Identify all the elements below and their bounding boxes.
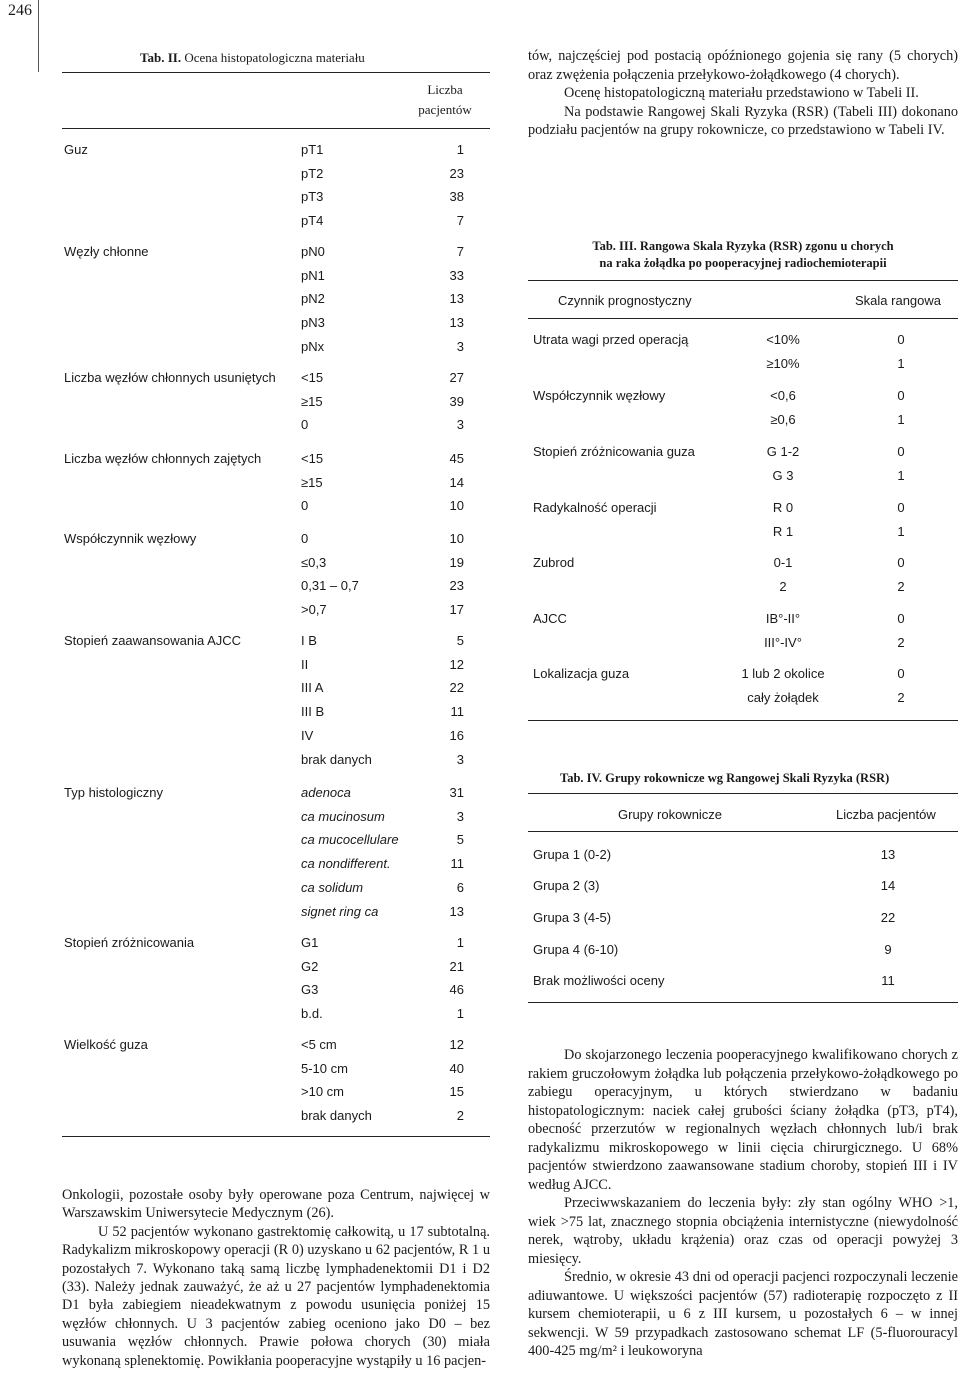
table-row <box>64 531 464 554</box>
row-label: Grupa 1 (0-2) <box>533 847 612 862</box>
row-label: Grupa 2 (3) <box>533 878 600 893</box>
row-count: 22 <box>449 680 464 696</box>
row-label: Radykalność operacji <box>533 500 657 515</box>
row-count: 15 <box>449 1084 464 1100</box>
row-category: pNx <box>301 338 325 354</box>
row-category: ≤0,3 <box>301 554 327 570</box>
table-row <box>533 388 953 412</box>
table-row <box>64 602 464 625</box>
table-row <box>64 809 464 832</box>
row-label: Współczynnik węzłowy <box>533 388 666 403</box>
table-row <box>533 579 953 603</box>
table-row <box>533 524 953 548</box>
right-bottom-text <box>528 1046 958 1361</box>
row-category: III A <box>301 680 324 696</box>
table2-header <box>400 80 490 120</box>
table-row <box>64 752 464 775</box>
table-row <box>64 142 464 165</box>
table2-title-prefix: Tab. II. <box>140 50 182 65</box>
row-count: 11 <box>881 973 895 988</box>
row-category: 0 <box>301 531 309 546</box>
row-count: 17 <box>449 602 464 618</box>
row-label: Liczba węzłów chłonnych usuniętych <box>64 370 276 385</box>
row-count: 2 <box>456 1108 464 1124</box>
table-row <box>533 878 953 902</box>
row-category: <10% <box>766 332 800 347</box>
table4-head-rule <box>528 831 958 832</box>
row-count: 3 <box>456 417 464 433</box>
table-row <box>64 291 464 314</box>
row-label: Utrata wagi przed operacją <box>533 332 689 347</box>
table-row <box>64 1061 464 1084</box>
table-row <box>64 982 464 1005</box>
row-label: Zubrod <box>533 555 575 570</box>
row-score: 1 <box>897 467 905 483</box>
row-label: Liczba węzłów chłonnych zajętych <box>64 451 262 466</box>
row-count: 3 <box>456 338 464 354</box>
row-category: >0,7 <box>301 602 327 618</box>
paragraph: tów, najczęściej pod postacią opóźnionego gojenia się rany (5 chorych) oraz zwężenia połączenia przełykowo-żołądkowego (4 chorych). <box>528 48 958 83</box>
row-label: Guz <box>64 142 88 157</box>
table2-head-rule <box>62 128 490 129</box>
row-count: 5 <box>456 633 464 648</box>
table-row <box>533 942 953 966</box>
row-count: 13 <box>880 847 896 862</box>
row-count: 31 <box>449 785 464 800</box>
table-row <box>64 268 464 291</box>
table-row <box>533 847 953 871</box>
table2-head-line1: Liczba <box>427 82 463 97</box>
row-score: 1 <box>897 355 905 371</box>
table-row <box>64 578 464 601</box>
row-score: 0 <box>897 611 905 626</box>
row-category: ca solidum <box>301 879 364 895</box>
row-count: 12 <box>449 656 464 672</box>
row-count: 27 <box>449 370 464 385</box>
table-row <box>64 880 464 903</box>
paragraph: Onkologii, pozostałe osoby były operowane poza Centrum, najwięcej w Warszawskim Uniwersytecie Medycznym (26). <box>62 1187 490 1222</box>
table-row <box>533 500 953 524</box>
row-count: 39 <box>449 393 464 409</box>
row-category: 0 <box>301 417 309 433</box>
row-count: 14 <box>880 878 896 893</box>
row-score: 1 <box>897 523 905 539</box>
row-count: 10 <box>449 531 464 546</box>
row-category: <5 cm <box>301 1037 337 1052</box>
table-row <box>64 498 464 521</box>
table-row <box>64 856 464 879</box>
table-row <box>64 1006 464 1029</box>
table4-bottom-rule <box>528 1002 958 1003</box>
row-score: 2 <box>897 634 905 650</box>
table-row <box>64 785 464 808</box>
row-count: 45 <box>449 451 464 466</box>
table-row <box>64 728 464 751</box>
row-count: 33 <box>449 267 464 283</box>
row-category: pT2 <box>301 165 324 181</box>
paragraph: Na podstawie Rangowej Skali Ryzyka (RSR) (Tabeli III) dokonano podziału pacjentów na grupy rokownicze, co przedstawiono w Tabeli IV. <box>528 103 958 138</box>
row-category: pN3 <box>301 315 325 331</box>
paragraph: Ocenę histopatologiczną materiału przedstawiono w Tabeli II. <box>564 85 919 101</box>
row-category: brak danych <box>301 751 372 767</box>
row-category: R 1 <box>772 523 794 539</box>
row-category: brak danych <box>301 1108 372 1124</box>
table3-title-line2: na raka żołądka po pooperacyjnej radiochemioterapii <box>599 256 887 270</box>
row-count: 5 <box>456 832 464 848</box>
table-row <box>64 451 464 474</box>
row-category: II <box>301 656 309 672</box>
paragraph: U 52 pacjentów wykonano gastrektomię całkowitą, u 17 subtotalną. Radykalizm mikroskopowy operacji (R 0) uzyskano u 62 pacjentów, R 1 u pozostałych 7. Wykonano taką samą liczbę lymphadenektomii D1 i D2 (33). Należy jednak zauważyć, że aż u 27 pacjentów lymphadenektomia D1 była zabiegiem nieadekwatnym z powodu usunięcia poniżej 15 węzłów chłonnych. U 3 pacjentów zabieg oceniono jako D0 – bez usuwania węzłów chłonnych. Prawie połowa chorych (30) miała wykonaną splenektomię. Powikłania pooperacyjne wystąpiły u 16 pacjen- <box>62 1223 490 1369</box>
row-label: Węzły chłonne <box>64 244 149 259</box>
table-row <box>533 356 953 380</box>
table-row <box>533 666 953 690</box>
row-category: ca mucocellulare <box>301 832 399 848</box>
row-count: 23 <box>449 165 464 181</box>
table-row <box>64 680 464 703</box>
row-count: 1 <box>456 1006 464 1022</box>
row-category: cały żołądek <box>747 689 819 705</box>
row-count: 14 <box>449 474 464 490</box>
row-count: 10 <box>449 498 464 514</box>
row-score: 0 <box>897 444 905 459</box>
table-row <box>64 1084 464 1107</box>
row-category: b.d. <box>301 1006 323 1022</box>
row-count: 40 <box>449 1060 464 1076</box>
row-category: >10 cm <box>301 1084 344 1100</box>
table-row <box>64 244 464 267</box>
table3-top-rule <box>528 280 958 281</box>
row-category: 5-10 cm <box>301 1060 348 1076</box>
row-count: 3 <box>456 751 464 767</box>
page-number: 246 <box>8 2 32 19</box>
table-row <box>64 189 464 212</box>
row-count: 13 <box>449 291 464 307</box>
table-row <box>64 339 464 362</box>
table-row <box>64 555 464 578</box>
table-row <box>64 394 464 417</box>
row-category: IB°-II° <box>765 611 801 626</box>
row-count: 9 <box>884 942 892 957</box>
table-row <box>64 166 464 189</box>
row-label: Stopień zaawansowania AJCC <box>64 633 242 648</box>
table-row <box>64 1108 464 1131</box>
row-category: pN0 <box>301 244 325 259</box>
table-row <box>533 555 953 579</box>
row-category: pN2 <box>301 291 325 307</box>
table-row <box>533 973 953 997</box>
table-row <box>64 370 464 393</box>
row-label: Grupa 3 (4-5) <box>533 910 612 925</box>
row-category: 0,31 – 0,7 <box>301 578 359 594</box>
row-category: I B <box>301 633 317 648</box>
table4-head-groups: Grupy rokownicze <box>618 807 723 822</box>
row-count: 11 <box>450 704 464 720</box>
row-category: <15 <box>301 370 324 385</box>
row-category: 0 <box>301 498 309 514</box>
table-row <box>64 315 464 338</box>
row-label: Typ histologiczny <box>64 785 163 800</box>
row-category: G 1-2 <box>766 444 800 459</box>
row-label: Stopień zróżnicowania guza <box>533 444 695 459</box>
row-category: pT1 <box>301 142 324 157</box>
row-category: ca mucinosum <box>301 808 385 824</box>
row-count: 1 <box>456 142 464 157</box>
row-category: 0-1 <box>773 555 793 570</box>
row-category: adenoca <box>301 785 351 800</box>
table-row <box>64 417 464 440</box>
row-category: ca nondifferent. <box>301 856 391 872</box>
row-count: 1 <box>456 935 464 950</box>
row-category: ≥15 <box>301 474 323 490</box>
table-row <box>533 690 953 714</box>
row-category: ≥0,6 <box>770 411 796 427</box>
row-category: 1 lub 2 okolice <box>741 666 825 681</box>
table-row <box>533 332 953 356</box>
row-count: 23 <box>449 578 464 594</box>
paragraph: Średnio, w okresie 43 dni od operacji pacjenci rozpoczynali leczenie adiuwantowe. U większości pacjentów (57) radioterapię rozpoczęto z II kursem chemioterapii, u 6 z III kursem, u pozostałych 6 – w innej sekwencji. W 59 przypadkach zastosowano schemat LF (5-fluorouracyl 400-425 mg/m² i leukoworyna <box>528 1269 958 1359</box>
row-label: Brak możliwości oceny <box>533 973 665 988</box>
row-category: <0,6 <box>770 388 796 403</box>
row-count: 38 <box>449 189 464 205</box>
table-row <box>533 635 953 659</box>
left-bottom-text <box>62 1186 490 1370</box>
row-category: G 3 <box>772 467 794 483</box>
row-category: ≥15 <box>301 393 323 409</box>
table-row <box>533 611 953 635</box>
row-category: 2 <box>779 578 787 594</box>
row-score: 0 <box>897 332 905 347</box>
paragraph: Przeciwwskazaniem do leczenia były: zły stan ogólny WHO >1, wiek >75 lat, znacznego stopnia obciążenia internistyczne (niewydolność nerek, wątroby, układu krążenia) oraz czas od operacji powyżej 3 miesięcy. <box>528 1195 958 1267</box>
row-score: 1 <box>897 411 905 427</box>
row-category: pT3 <box>301 189 324 205</box>
row-category: III°-IV° <box>764 634 802 650</box>
table2-head-line2: pacjentów <box>418 102 472 117</box>
row-label: Grupa 4 (6-10) <box>533 942 619 957</box>
table-row <box>533 412 953 436</box>
table-row <box>64 832 464 855</box>
row-label: Współczynnik węzłowy <box>64 531 197 546</box>
row-category: signet ring ca <box>301 903 379 919</box>
table4-head-count: Liczba pacjentów <box>836 807 936 822</box>
table-row <box>64 959 464 982</box>
row-score: 0 <box>897 666 905 681</box>
row-count: 7 <box>456 213 464 229</box>
table3-head-scale: Skala rangowa <box>855 293 941 308</box>
table4-top-rule <box>528 793 958 794</box>
row-count: 11 <box>450 856 464 872</box>
table-row <box>64 213 464 236</box>
row-label: Stopień zróżnicowania <box>64 935 195 950</box>
row-category: pN1 <box>301 267 325 283</box>
table4-title: Tab. IV. Grupy rokownicze wg Rangowej Skali Ryzyka (RSR) <box>560 771 890 785</box>
table3-head-rule <box>528 318 958 319</box>
table-row <box>64 475 464 498</box>
table-row <box>64 633 464 656</box>
row-count: 6 <box>456 879 464 895</box>
row-label: Wielkość guza <box>64 1037 148 1052</box>
paragraph: Do skojarzonego leczenia pooperacyjnego kwalifikowano chorych z rakiem gruczołowym żołądka lub połączenia przełykowo-żołądkowego po zabiegu operacyjnym, u których stwierdzano w badaniu histopatologicznym: naciek całej grubości ściany żołądka (pT3, pT4), obecność przerzutów w regionalnych węzłach chłonnych lub/i brak radykalizmu mikroskopowego w linii cięcia chirurgicznego. U 68% pacjentów stwierdzono zaawansowane stadium choroby, stopień III i IV według AJCC. <box>528 1047 958 1193</box>
row-count: 7 <box>456 244 464 259</box>
row-category: ≥10% <box>766 355 800 371</box>
table-row <box>64 935 464 958</box>
table-row <box>64 704 464 727</box>
row-score: 0 <box>897 500 905 515</box>
table-row <box>64 657 464 680</box>
table2-bottom-rule <box>62 1136 490 1137</box>
row-count: 3 <box>456 808 464 824</box>
table2-title <box>140 50 365 66</box>
margin-rule <box>38 0 39 72</box>
row-score: 2 <box>897 578 905 594</box>
row-category: III B <box>301 704 325 720</box>
right-top-text <box>528 47 958 140</box>
row-label: AJCC <box>533 611 567 626</box>
table3-head-factor: Czynnik prognostyczny <box>558 293 692 308</box>
row-category: <15 <box>301 451 324 466</box>
table3-bottom-rule <box>528 720 958 721</box>
row-category: R 0 <box>772 500 794 515</box>
row-category: G3 <box>301 982 319 998</box>
table-row <box>533 468 953 492</box>
row-count: 21 <box>449 958 464 974</box>
table-row <box>533 444 953 468</box>
table-row <box>64 1037 464 1060</box>
table2-top-rule <box>62 72 490 73</box>
table3-title <box>528 238 958 272</box>
row-count: 13 <box>449 315 464 331</box>
row-count: 12 <box>449 1037 464 1052</box>
table-row <box>533 910 953 934</box>
table2-title-text: Ocena histopatologiczna materiału <box>184 50 365 65</box>
row-category: IV <box>301 727 314 743</box>
table-row <box>64 904 464 927</box>
row-count: 16 <box>449 727 464 743</box>
table3-title-line1: Tab. III. Rangowa Skala Ryzyka (RSR) zgonu u chorych <box>592 239 894 253</box>
row-count: 46 <box>449 982 464 998</box>
row-score: 2 <box>897 689 905 705</box>
row-count: 13 <box>449 903 464 919</box>
row-category: G2 <box>301 958 319 974</box>
row-category: pT4 <box>301 213 324 229</box>
row-label: Lokalizacja guza <box>533 666 630 681</box>
row-count: 19 <box>449 554 464 570</box>
row-score: 0 <box>897 555 905 570</box>
row-count: 22 <box>880 910 896 925</box>
row-score: 0 <box>897 388 905 403</box>
row-category: G1 <box>301 935 319 950</box>
